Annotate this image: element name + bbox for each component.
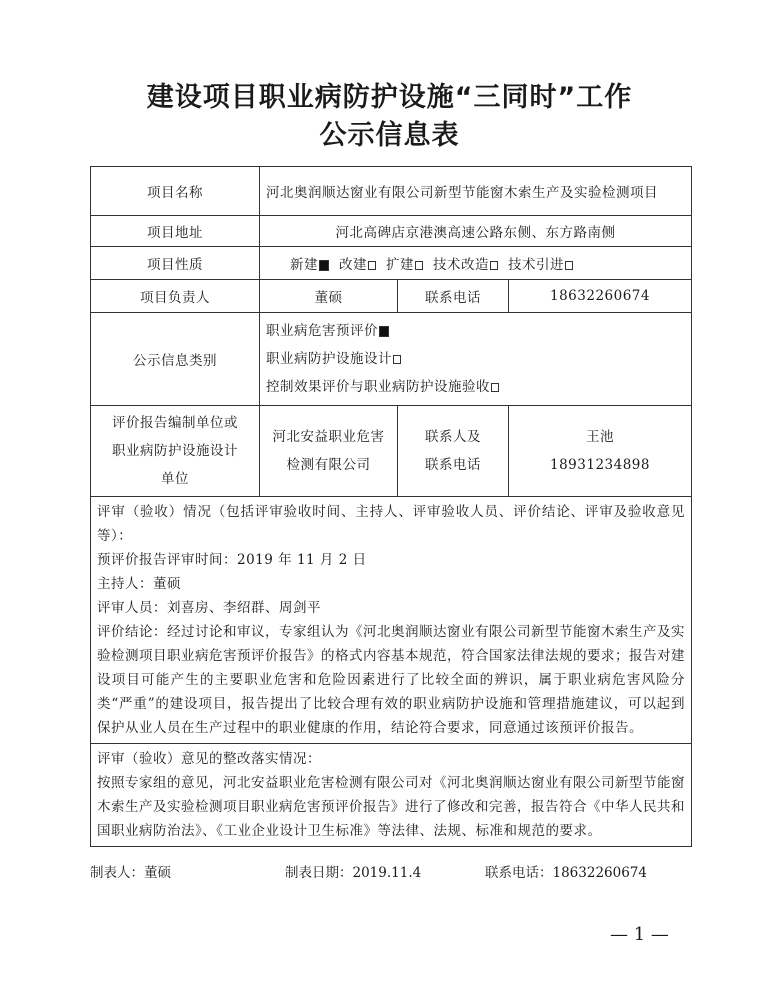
unchecked-box-icon <box>565 261 573 270</box>
unchecked-box-icon <box>490 261 498 270</box>
responsible-label: 项目负责人 <box>91 280 260 313</box>
project-name-label: 项目名称 <box>91 167 260 216</box>
page-number: — 1 — <box>610 924 669 945</box>
row-review <box>91 497 692 744</box>
contact-phone-label: 联系电话 <box>398 280 509 313</box>
unchecked-box-icon <box>393 355 401 364</box>
category-option-acceptance: 控制效果评价与职业病防护设施验收 <box>266 373 685 401</box>
implementation-text: 按照专家组的意见，河北安益职业危害检测有限公司对《河北奥润顺达窗业有限公司新型节能窗木索生产及实验检测项目职业病危害预评价报告》进行了修改和完善，报告符合《中华人民共和国职业病防治法》、《工业企业设计卫生标准》等法律、法规、标准和规范的要求。 <box>97 775 685 839</box>
row-nature <box>91 247 692 280</box>
nature-option-tech-renovation: 技术改造 <box>433 257 508 273</box>
unchecked-box-icon <box>415 261 423 270</box>
responsible-value: 董硕 <box>260 280 398 313</box>
unchecked-box-icon <box>368 261 376 270</box>
info-table <box>90 166 692 847</box>
address-value: 河北高碑店京港澳高速公路东侧、东方路南侧 <box>260 216 692 247</box>
document-title-line1: 建设项目职业病防护设施“三同时”工作 <box>146 82 633 113</box>
nature-options <box>260 247 692 280</box>
unit-contact-value: 王池 18931234898 <box>509 406 692 497</box>
footer-preparer: 制表人：董硕 <box>90 865 171 881</box>
nature-option-expand: 扩建 <box>386 257 433 273</box>
implementation-section <box>91 744 692 847</box>
row-implementation <box>91 744 692 847</box>
unchecked-box-icon <box>491 383 499 392</box>
document-title-line2: 公示信息表 <box>319 120 460 151</box>
nature-option-tech-import: 技术引进 <box>508 257 583 273</box>
row-address <box>91 216 692 247</box>
implementation-title: 评审（验收）意见的整改落实情况： <box>97 751 321 767</box>
nature-option-new: 新建 <box>290 257 339 273</box>
category-option-design: 职业病防护设施设计 <box>266 345 685 373</box>
contact-phone-value: 18632260674 <box>509 280 692 313</box>
category-option-pre-evaluation: 职业病危害预评价 <box>266 317 685 345</box>
review-conclusion: 评价结论：经过讨论和审议，专家组认为《河北奥润顺达窗业有限公司新型节能窗木索生产及实验检测项目职业病危害预评价报告》的格式内容基本规范，符合国家法律法规的要求；报告对建设项目可能产生的主要职业危害和危险因素进行了比较全面的辨识，属于职业病危害风险分类“严重”的建设项目，报告提出了比较合理有效的职业病防护设施和管理措施建议，可以起到保护从业人员在生产过程中的职业健康的作用，结论符合要求，同意通过该预评价报告。 <box>97 624 685 736</box>
checked-box-icon <box>319 260 329 271</box>
row-responsible <box>91 280 692 313</box>
row-project-name <box>91 167 692 216</box>
review-section <box>91 497 692 744</box>
review-time: 预评价报告评审时间：2019 年 11 月 2 日 <box>97 552 367 568</box>
checked-box-icon <box>379 326 389 337</box>
row-evaluation-unit <box>91 406 692 497</box>
review-intro: 评审（验收）情况（包括评审验收时间、主持人、评审验收人员、评价结论、评审及验收意见等）： <box>97 504 685 544</box>
category-label: 公示信息类别 <box>91 313 260 406</box>
footer-date: 制表日期：2019.11.4 <box>285 865 422 881</box>
nature-option-rebuild: 改建 <box>339 257 386 273</box>
footer-phone: 联系电话：18632260674 <box>485 865 647 881</box>
category-options <box>260 313 692 406</box>
row-category <box>91 313 692 406</box>
review-reviewers: 评审人员：刘喜房、李绍群、周剑平 <box>97 600 321 616</box>
unit-label: 评价报告编制单位或 职业病防护设施设计 单位 <box>91 406 260 497</box>
unit-contact-label: 联系人及 联系电话 <box>398 406 509 497</box>
address-label: 项目地址 <box>91 216 260 247</box>
review-host: 主持人：董硕 <box>97 576 181 592</box>
nature-label: 项目性质 <box>91 247 260 280</box>
project-name-value: 河北奥润顺达窗业有限公司新型节能窗木索生产及实验检测项目 <box>260 167 692 216</box>
unit-value: 河北安益职业危害 检测有限公司 <box>260 406 398 497</box>
